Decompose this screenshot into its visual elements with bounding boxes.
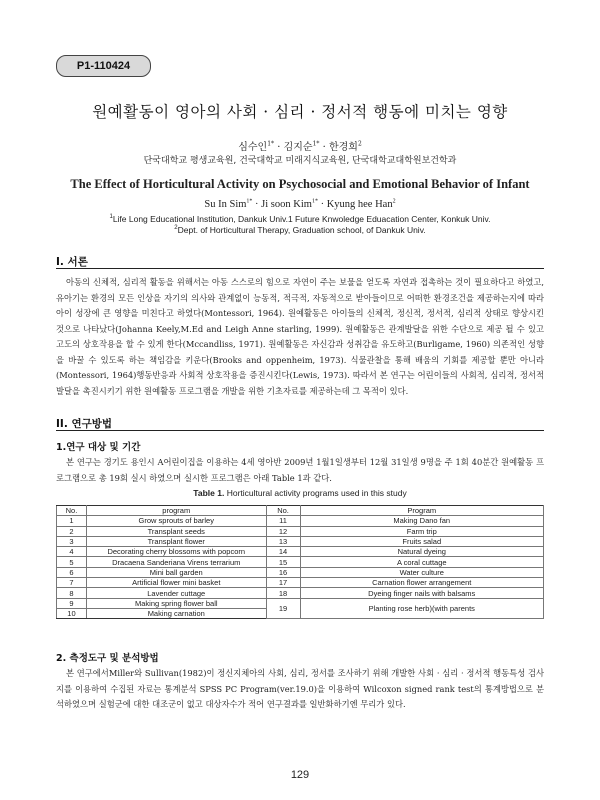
korean-authors <box>0 138 600 153</box>
english-affiliation-2 <box>0 225 600 236</box>
table-row <box>57 557 544 567</box>
author-separator: · <box>252 199 262 210</box>
table-cell: Water culture <box>300 567 544 577</box>
table-cell: 15 <box>266 557 300 567</box>
english-affiliation-1 <box>0 214 600 225</box>
subsection-heading-measures: 2. 측정도구 및 분석방법 <box>56 653 159 664</box>
english-authors <box>0 199 600 210</box>
author-mark: 2 <box>392 198 396 205</box>
table-cell: 6 <box>57 567 87 577</box>
page-number: 129 <box>290 769 310 781</box>
table-cell: 4 <box>57 547 87 557</box>
subsection-heading-subjects: 1.연구 대상 및 기간 <box>56 442 141 453</box>
table-cell: 14 <box>266 547 300 557</box>
header-cell: program <box>86 506 266 516</box>
table-cell: 3 <box>57 536 87 546</box>
table-row <box>57 516 544 526</box>
author-name: 한경희 <box>328 142 358 153</box>
table-cell: Artificial flower mini basket <box>86 578 266 588</box>
table-row <box>57 567 544 577</box>
section-rule <box>56 430 544 431</box>
author-name: Su In Sim <box>204 199 247 210</box>
author-name: Kyung hee Han <box>326 199 393 210</box>
author-separator: · <box>319 142 329 153</box>
author-mark: 2 <box>357 140 362 148</box>
poster-id-badge: P1-110424 <box>56 55 151 77</box>
table-cell: Making carnation <box>86 608 266 618</box>
table-caption-text: Horticultural activity programs used in this study <box>226 488 407 498</box>
author-mark: 1* <box>267 140 275 148</box>
table-cell: Dyeing finger nails with balsams <box>300 588 544 598</box>
introduction-paragraph: 아동의 신체적, 심리적 활동을 위해서는 아동 스스로의 힘으로 자연이 주는 보물을 얻도록 자연과 접촉하는 것이 필요하다고 하였고, 유아기는 환경의 모든 인상을 자기의 의사와 관계없이 능동적, 적극적, 자동적으로 받아들이므로 어떠한 환경조건을 제공하는지에 따라 아이 성장에 큰 영향을 미친다고 하였다(Montessori, 1964). 원예활동은 아이들의 신체적, 정신적, 정서적, 심리적 상태로 향상시킨 것으로 나타났다(Johanna Keely,M.Ed and Leigh Anne starling, 1999). 원예활동은 관계발달을 위한 수단으로 제공 될 수 있고 고도의 상호작용을 할 수 있게 한다(Mccandliss, 1971). 원예활동은 자신감과 성취감을 유도하고(Burligame, 1960) 의존적인 성향을 바꿀 수 있도록 하는 책임감을 키운다(Brooks and oppenheim, 1973). 식물관찰을 통해 배움의 기회를 제공할 뿐만 아니라 (Montessori, 1964)행동반응과 사회적 상호작용을 증진시킨다(Lewis, 1973). 따라서 본 연구는 어린이들의 사회적, 심리적, 정서적 발달을 촉진시키기 위한 원예활동 프로그램을 개발을 위한 기초자료를 제공하는데 그 목적이 있다. <box>56 277 544 396</box>
author-separator: · <box>274 142 284 153</box>
section-heading-methods: II. 연구방법 <box>56 418 113 430</box>
table-cell: Farm trip <box>300 526 544 536</box>
table-row <box>57 536 544 546</box>
korean-title: 원예활동이 영아의 사회 · 심리 · 정서적 행동에 미치는 영향 <box>92 103 508 121</box>
author-name: Ji soon Kim <box>261 199 312 210</box>
table-cell: Decorating cherry blossoms with popcorn <box>86 547 266 557</box>
table-cell: Transplant seeds <box>86 526 266 536</box>
table-cell: 11 <box>266 516 300 526</box>
affiliation-mark: 2 <box>174 225 178 232</box>
table-cell: 18 <box>266 588 300 598</box>
table-cell: 8 <box>57 588 87 598</box>
affiliation-mark: 1 <box>109 214 113 221</box>
table-cell: 13 <box>266 536 300 546</box>
author-separator: · <box>317 199 327 210</box>
author-mark: 1* <box>312 140 320 148</box>
table-cell: A coral cuttage <box>300 557 544 567</box>
table-row <box>57 578 544 588</box>
english-title: The Effect of Horticultural Activity on Psychosocial and Emotional Behavior of Infant <box>70 177 530 191</box>
section-heading-introduction: I. 서론 <box>56 256 88 268</box>
table-cell: 9 <box>57 598 87 608</box>
affiliation-text: Life Long Educational Institution, Dankuk Univ.1 Future Knwoledge Eduacation Center, Konkuk Univ. <box>112 214 491 224</box>
table-cell: 10 <box>57 608 87 618</box>
header-cell: No. <box>57 506 87 516</box>
header-cell: Program <box>300 506 544 516</box>
table-cell: Mini ball garden <box>86 567 266 577</box>
table-cell: Transplant flower <box>86 536 266 546</box>
table-cell: 12 <box>266 526 300 536</box>
table-cell: Dracaena Sanderiana Virens terrarium <box>86 557 266 567</box>
author-name: 김지순 <box>283 142 313 153</box>
author-mark: 1* <box>311 198 318 205</box>
table-cell: Natural dyeing <box>300 547 544 557</box>
table-cell: 2 <box>57 526 87 536</box>
table-cell: 1 <box>57 516 87 526</box>
table-row <box>57 526 544 536</box>
table-row <box>57 588 544 598</box>
table-cell: Planting rose herb)(with parents <box>300 598 544 619</box>
table-cell: 17 <box>266 578 300 588</box>
table-cell: 7 <box>57 578 87 588</box>
program-table <box>56 505 544 619</box>
section-rule <box>56 268 544 269</box>
author-name: 심수인 <box>238 142 268 153</box>
affiliation-text: Dept. of Horticultural Therapy, Graduation school, of Dankuk Univ. <box>177 225 426 235</box>
table-cell: Grow sprouts of barley <box>86 516 266 526</box>
table-row <box>57 547 544 557</box>
table-cell: Making Dano fan <box>300 516 544 526</box>
subjects-paragraph: 본 연구는 경기도 용인시 A어린이집을 이용하는 4세 영아반 2009년 1월1일생부터 12월 31일생 9명을 주 1회 40분간 원예활동 프로그램으로 총 19회 실시 하였으며 실시한 프로그램은 아래 Table 1과 같다. <box>56 457 544 483</box>
table-row <box>57 598 544 608</box>
table-cell: Making spring flower ball <box>86 598 266 608</box>
author-mark: 1* <box>246 198 253 205</box>
measures-paragraph: 본 연구에서Miller와 Sullivan(1982)이 정신지체아의 사회, 심리, 정서를 조사하기 위해 개발한 사회 · 심리 · 정서적 행동특성 검사지를 이용하여 수집된 자료는 통계분석 SPSS PC Program(ver.19.0)을 이용하여 Wilcoxon signed rank test의 통계방법으로 분석하였으며 실험군에 대한 대조군이 없고 대상자수가 적어 연구결과를 일반화하기엔 무리가 있다. <box>56 668 544 709</box>
table-caption <box>0 488 600 498</box>
table-cell: 19 <box>266 598 300 619</box>
header-cell: No. <box>266 506 300 516</box>
table-cell: Lavender cuttage <box>86 588 266 598</box>
table-cell: Fruits salad <box>300 536 544 546</box>
table-cell: Carnation flower arrangement <box>300 578 544 588</box>
table-header-row <box>57 506 544 516</box>
table-cell: 5 <box>57 557 87 567</box>
korean-affiliations: 단국대학교 평생교육원, 건국대학교 미래지식교육원, 단국대학교대학원보건학과 <box>143 156 457 166</box>
table-caption-label: Table 1. <box>193 488 225 498</box>
table-cell: 16 <box>266 567 300 577</box>
